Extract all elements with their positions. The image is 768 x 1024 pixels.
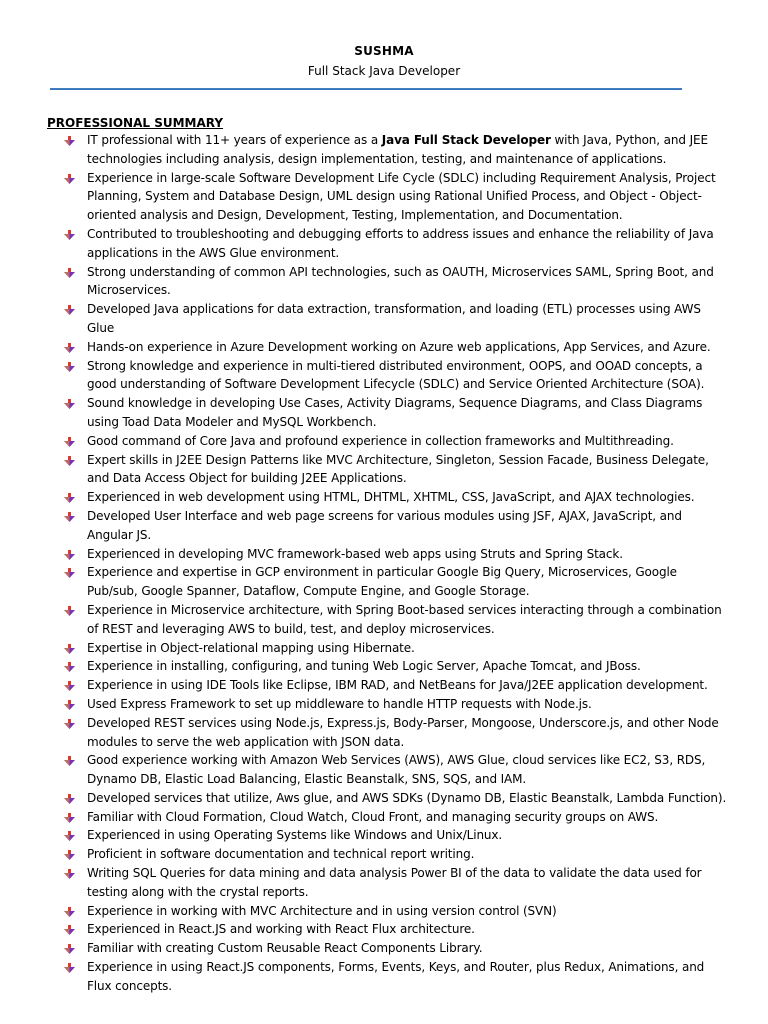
summary-item <box>47 563 727 601</box>
summary-item-text: IT professional with 11+ years of experience as a Java Full Stack Developer with Java, Python, and JEE technologies including analysis, design implementation, testing, and maintenance of applications. <box>87 133 708 166</box>
summary-item-text: Good experience working with Amazon Web Services (AWS), AWS Glue, cloud services like EC2, S3, RDS, Dynamo DB, Elastic Load Balancing, Elastic Beanstalk, SNS, SQS, and IAM. <box>87 753 706 787</box>
summary-item <box>47 939 727 958</box>
summary-item-text: Developed User Interface and web page screens for various modules using JSF, AJAX, JavaScript, and Angular JS. <box>87 508 682 542</box>
summary-item-text: Experience and expertise in GCP environment in particular Google Big Query, Microservices, Google Pub/sub, Google Spanner, Dataflow, Compute Engine, and Google Storage. <box>87 565 677 599</box>
summary-item <box>47 751 727 789</box>
summary-item <box>47 958 727 996</box>
highlighted-role: Java Full Stack Developer <box>381 133 551 147</box>
summary-item <box>47 225 727 263</box>
summary-item <box>47 338 727 357</box>
summary-item <box>47 131 727 169</box>
arrow-down-bullet-icon <box>64 606 75 616</box>
arrow-down-bullet-icon <box>64 813 75 823</box>
summary-item-text: Familiar with Cloud Formation, Cloud Watch, Cloud Front, and managing security groups on AWS. <box>87 809 659 824</box>
summary-item <box>47 808 727 827</box>
arrow-down-bullet-icon <box>64 907 75 917</box>
summary-item <box>47 695 727 714</box>
summary-item-text: Familiar with creating Custom Reusable React Components Library. <box>87 941 483 956</box>
summary-item <box>47 300 727 338</box>
summary-item-text: Developed Java applications for data extraction, transformation, and loading (ETL) processes using AWS Glue <box>87 302 701 335</box>
summary-item-text: Good command of Core Java and profound experience in collection frameworks and Multithreading. <box>87 433 674 448</box>
summary-item <box>47 639 727 658</box>
arrow-down-bullet-icon <box>64 831 75 841</box>
summary-item-text: Experienced in using Operating Systems like Windows and Unix/Linux. <box>87 828 503 843</box>
arrow-down-bullet-icon <box>64 700 75 710</box>
summary-item-text: Experienced in developing MVC framework-based web apps using Struts and Spring Stack. <box>87 546 623 561</box>
summary-item-text: Contributed to troubleshooting and debugging efforts to address issues and enhance the reliability of Java applications in the AWS Glue environment. <box>87 226 714 260</box>
arrow-down-bullet-icon <box>64 963 75 973</box>
section-heading: PROFESSIONAL SUMMARY <box>47 116 224 130</box>
resume-header <box>0 44 768 78</box>
arrow-down-bullet-icon <box>64 756 75 766</box>
summary-list <box>47 131 727 996</box>
summary-item-text: Experienced in web development using HTML, DHTML, XHTML, CSS, JavaScript, and AJAX technologies. <box>87 490 695 505</box>
summary-item <box>47 845 727 864</box>
summary-item-text: Developed REST services using Node.js, Express.js, Body-Parser, Mongoose, Underscore.js, and other Node modules to serve the web application with JSON data. <box>87 715 719 749</box>
header-divider <box>50 88 682 90</box>
summary-item-text: Used Express Framework to set up middleware to handle HTTP requests with Node.js. <box>87 696 592 711</box>
summary-item <box>47 432 727 451</box>
summary-item-text: Sound knowledge in developing Use Cases, Activity Diagrams, Sequence Diagrams, and Class Diagrams using Toad Data Modeler and MySQL Workbench. <box>87 396 703 429</box>
summary-item <box>47 357 727 395</box>
summary-item-text: Writing SQL Queries for data mining and data analysis Power BI of the data to validate the data used for testing along with the crystal reports. <box>87 866 702 899</box>
arrow-down-bullet-icon <box>64 850 75 860</box>
summary-item-text: Experienced in React.JS and working with React Flux architecture. <box>87 922 475 937</box>
arrow-down-bullet-icon <box>64 944 75 954</box>
summary-item-text: Experience in large-scale Software Development Life Cycle (SDLC) including Requirement Analysis, Project Planning, System and Database Design, UML design using Rational Unified Process, and Object - Object-oriented analysis and Design, Development, Testing, Implementation, and Documentation. <box>87 170 716 223</box>
summary-item <box>47 451 727 489</box>
arrow-down-bullet-icon <box>64 925 75 935</box>
summary-item <box>47 676 727 695</box>
summary-item <box>47 169 727 225</box>
job-title: Full Stack Java Developer <box>307 64 461 78</box>
summary-item-text: Experience in working with MVC Architecture and in using version control (SVN) <box>87 903 557 918</box>
professional-summary-section <box>47 116 727 996</box>
summary-item-text: Expert skills in J2EE Design Patterns like MVC Architecture, Singleton, Session Facade, Business Delegate, and Data Access Object for building J2EE Applications. <box>87 452 709 486</box>
summary-item-text: Developed services that utilize, Aws glue, and AWS SDKs (Dynamo DB, Elastic Beanstalk, Lambda Function). <box>87 790 727 805</box>
summary-item <box>47 657 727 676</box>
summary-item-text: Proficient in software documentation and technical report writing. <box>87 847 475 862</box>
arrow-down-bullet-icon <box>64 362 75 372</box>
summary-item <box>47 545 727 564</box>
arrow-down-bullet-icon <box>64 644 75 654</box>
summary-item <box>47 488 727 507</box>
summary-item <box>47 902 727 921</box>
summary-item <box>47 920 727 939</box>
arrow-down-bullet-icon <box>64 794 75 804</box>
summary-item <box>47 826 727 845</box>
summary-item-text: Experience in Microservice architecture, with Spring Boot-based services interacting through a combination of REST and leveraging AWS to build, test, and deploy microservices. <box>87 602 722 636</box>
arrow-down-bullet-icon <box>64 230 75 240</box>
arrow-down-bullet-icon <box>64 869 75 879</box>
arrow-down-bullet-icon <box>64 136 75 146</box>
summary-item-text: Experience in using IDE Tools like Eclipse, IBM RAD, and NetBeans for Java/J2EE application development. <box>87 678 708 693</box>
summary-item-text: Strong knowledge and experience in multi-tiered distributed environment, OOPS, and OOAD concepts, a good understanding of Software Development Lifecycle (SDLC) and Service Oriented Architecture (SOA). <box>87 358 705 392</box>
summary-item <box>47 601 727 639</box>
arrow-down-bullet-icon <box>64 681 75 691</box>
arrow-down-bullet-icon <box>64 437 75 447</box>
arrow-down-bullet-icon <box>64 305 75 315</box>
summary-item <box>47 789 727 808</box>
summary-item-text: Expertise in Object-relational mapping using Hibernate. <box>87 640 415 655</box>
summary-item-text: Experience in installing, configuring, and tuning Web Logic Server, Apache Tomcat, and JBoss. <box>87 659 641 674</box>
arrow-down-bullet-icon <box>64 493 75 503</box>
summary-item <box>47 263 727 301</box>
summary-item <box>47 864 727 902</box>
arrow-down-bullet-icon <box>64 399 75 409</box>
arrow-down-bullet-icon <box>64 268 75 278</box>
arrow-down-bullet-icon <box>64 662 75 672</box>
candidate-name: SUSHMA <box>354 44 414 58</box>
arrow-down-bullet-icon <box>64 456 75 466</box>
arrow-down-bullet-icon <box>64 568 75 578</box>
arrow-down-bullet-icon <box>64 719 75 729</box>
arrow-down-bullet-icon <box>64 343 75 353</box>
summary-item <box>47 394 727 432</box>
summary-item <box>47 714 727 752</box>
summary-item <box>47 507 727 545</box>
arrow-down-bullet-icon <box>64 174 75 184</box>
summary-item-text: Experience in using React.JS components, Forms, Events, Keys, and Router, plus Redux, Animations, and Flux concepts. <box>87 960 705 993</box>
summary-item-text: Strong understanding of common API technologies, such as OAUTH, Microservices SAML, Spring Boot, and Microservices. <box>87 264 714 298</box>
summary-item-text: Hands-on experience in Azure Development working on Azure web applications, App Services, and Azure. <box>87 339 711 354</box>
arrow-down-bullet-icon <box>64 512 75 522</box>
arrow-down-bullet-icon <box>64 550 75 560</box>
